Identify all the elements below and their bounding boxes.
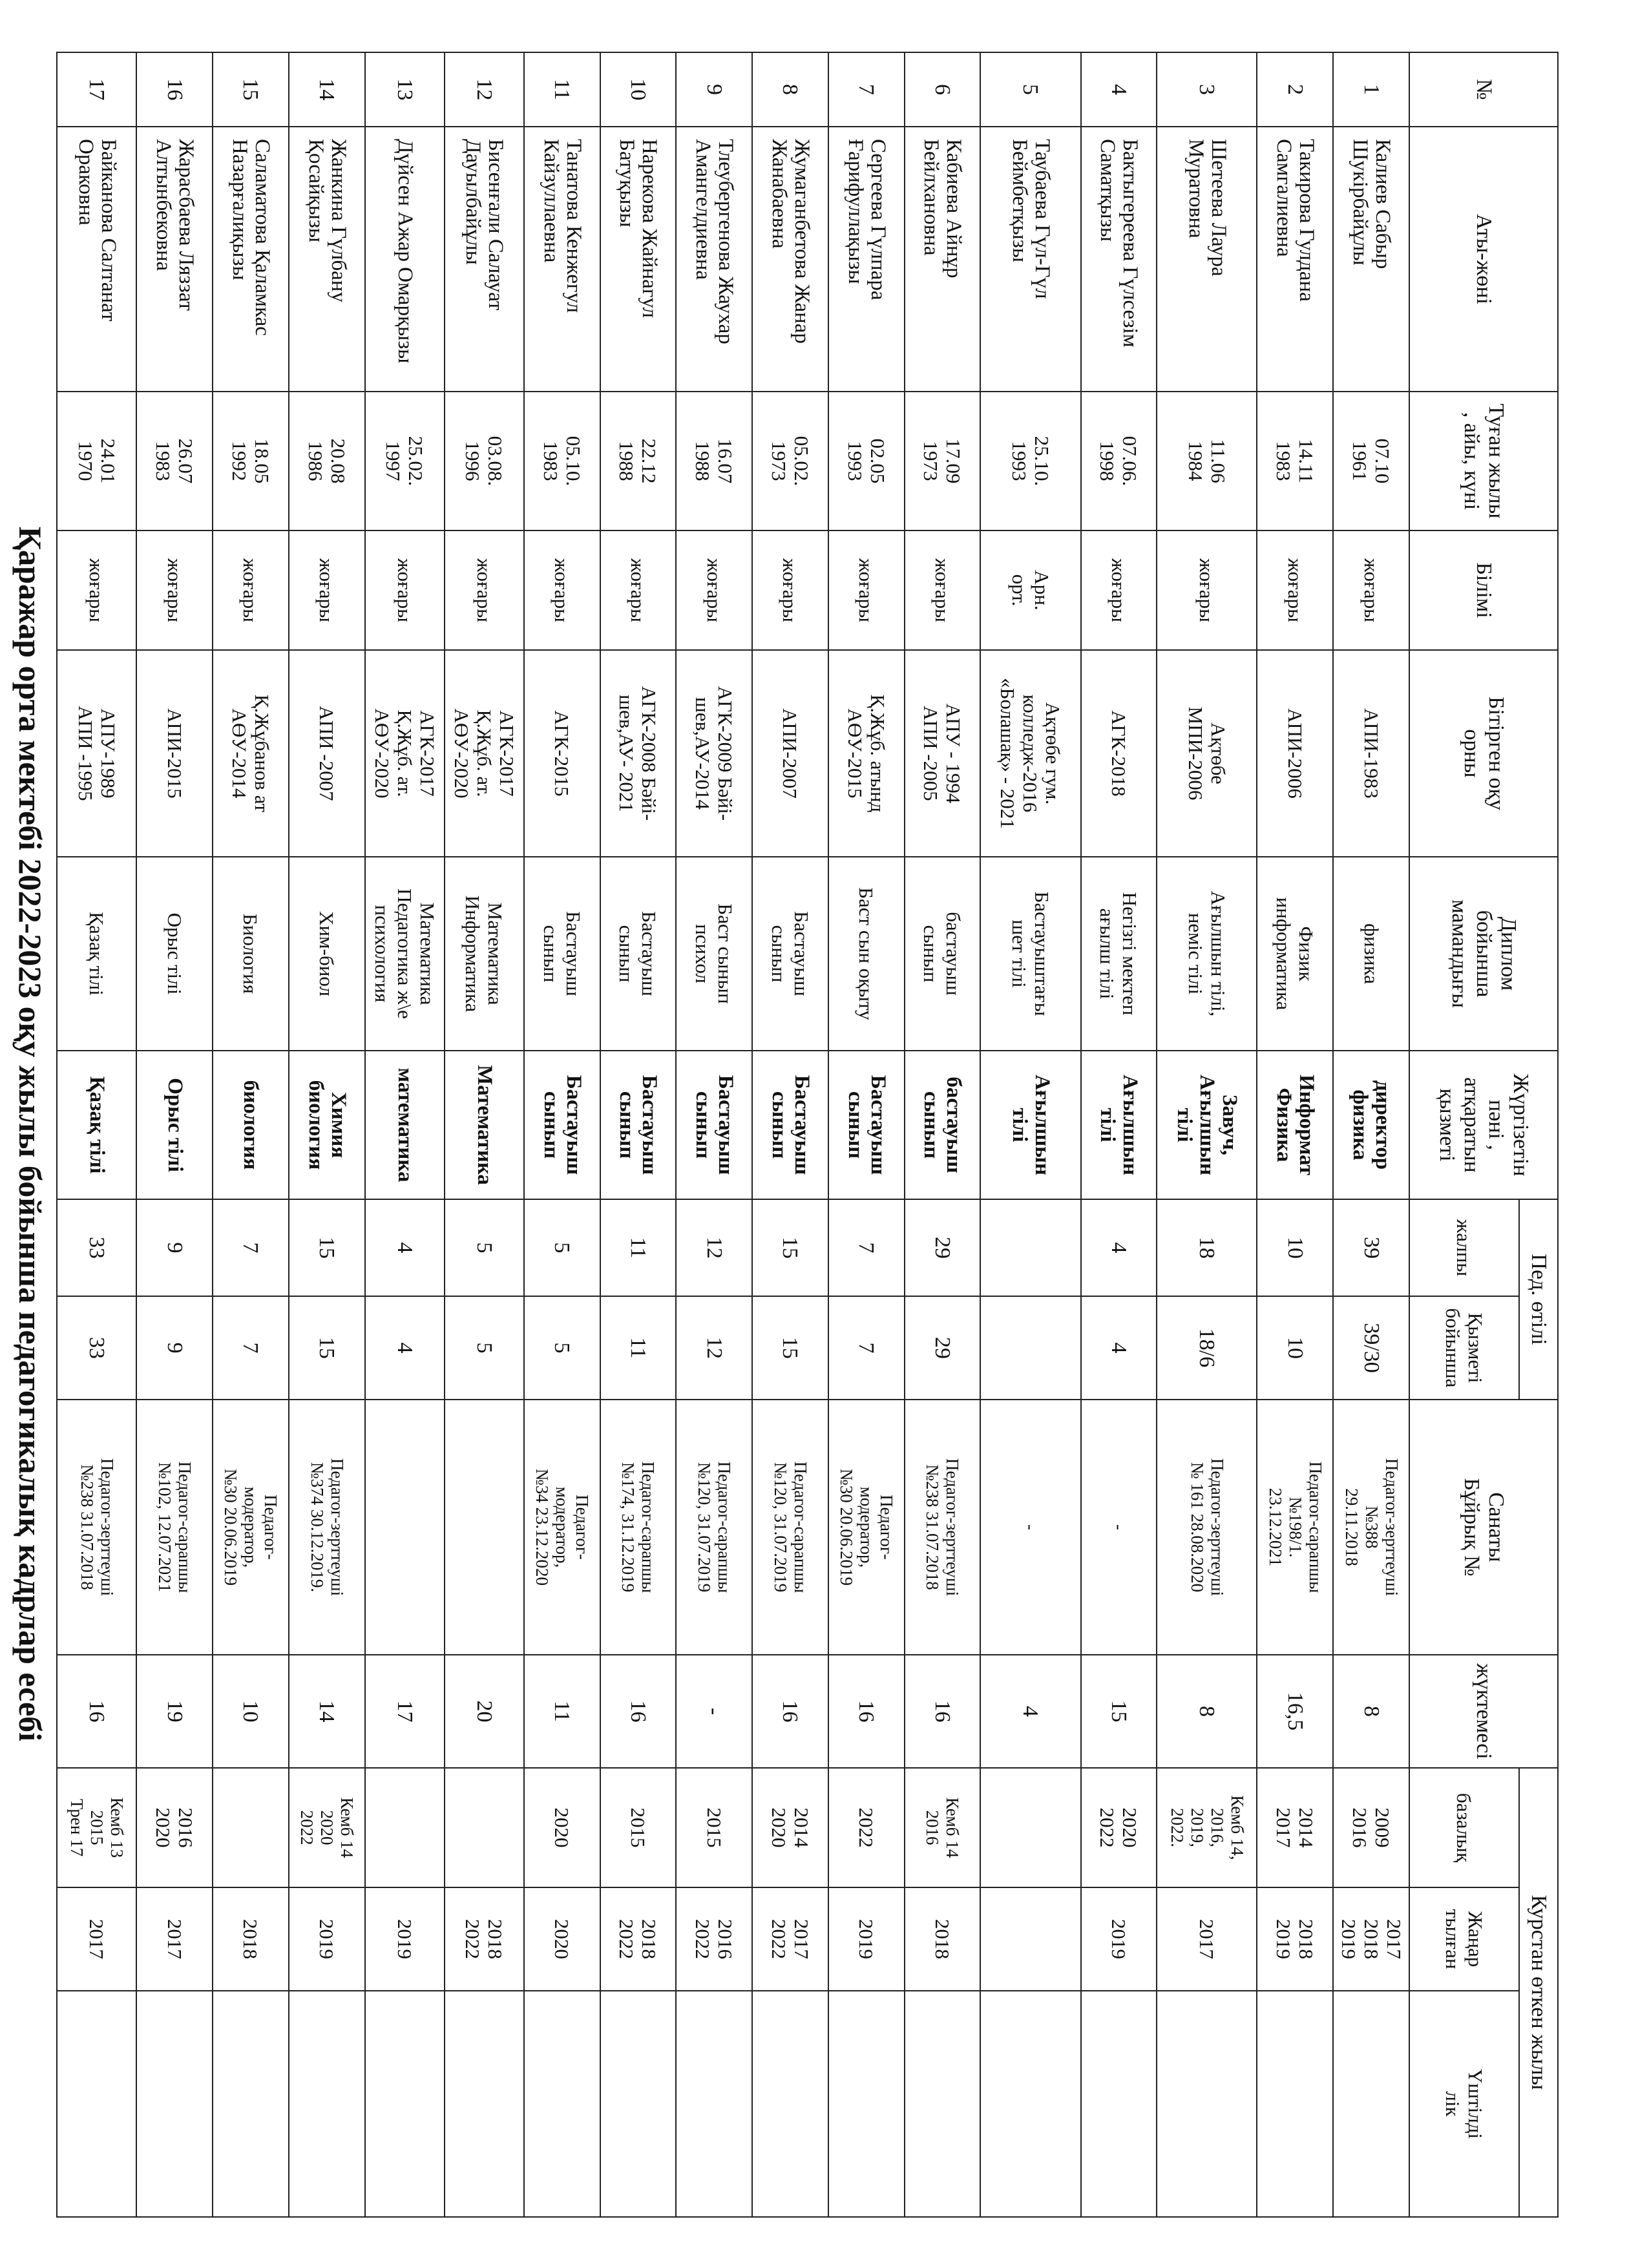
total-experience — [980, 1199, 1080, 1296]
institution: Қ.Жұбанов ат АӨУ-2014 — [213, 650, 289, 857]
updated-course: 2019 — [289, 1887, 365, 1991]
employee-name: Бисенғали Салауат Дауылбайұлы — [445, 127, 524, 392]
basic-course: 2014 2017 — [1257, 1768, 1334, 1887]
subject: биология — [213, 1051, 289, 1199]
total-experience: 11 — [600, 1199, 677, 1296]
category-order: - — [1081, 1400, 1157, 1655]
category-order: Педагог-сарапшы №198/1. 23.12.2021 — [1257, 1400, 1334, 1655]
position-experience — [980, 1296, 1080, 1400]
updated-course: 2017 2022 — [752, 1887, 828, 1991]
employee-name: Жарасбаева Ляззат Алтынбековна — [136, 127, 213, 392]
birth-date: 05.10. 1983 — [524, 392, 600, 530]
document-title: Қаражар орта мектебі 2022-2023 оқу жылы бойынша педагогикалық кадрлар есебі — [12, 526, 48, 1742]
teaching-load: 16 — [752, 1655, 828, 1768]
education: жоғары — [1157, 530, 1257, 650]
education: жоғары — [1081, 530, 1157, 650]
education: жоғары — [752, 530, 828, 650]
subject: Завуч, Ағылшын тілі — [1157, 1051, 1257, 1199]
employee-name: Тлеубергенова Жаухар Амангелдиевна — [676, 127, 752, 392]
trilingual-course — [1257, 1991, 1334, 2217]
row-number: 3 — [1157, 52, 1257, 127]
education: жоғары — [213, 530, 289, 650]
header-in-position: Қызметі бойынша — [1409, 1296, 1519, 1400]
diploma-specialty: Бастауыштағы шет тілі — [980, 857, 1080, 1051]
table-row — [136, 52, 213, 2217]
teaching-load: 16 — [600, 1655, 677, 1768]
category-order: Педагог-зерттеуші № 161 28.08.2020 — [1157, 1400, 1257, 1655]
teaching-load: 20 — [445, 1655, 524, 1768]
teaching-load: 15 — [1081, 1655, 1157, 1768]
header-load: жүктемесі — [1409, 1655, 1558, 1768]
education: жоғары — [445, 530, 524, 650]
updated-course: 2019 — [365, 1887, 445, 1991]
row-number: 4 — [1081, 52, 1157, 127]
category-order: - — [980, 1400, 1080, 1655]
position-experience: 18/6 — [1157, 1296, 1257, 1400]
category-order: Педагог-зерттеуші №238 31.07.2018 — [905, 1400, 981, 1655]
diploma-specialty: Ағылшын тілі, неміс тілі — [1157, 857, 1257, 1051]
updated-course: 2018 2022 — [445, 1887, 524, 1991]
row-number: 5 — [980, 52, 1080, 127]
updated-course: 2017 — [57, 1887, 136, 1991]
institution: Ақтөбе гум. колледж-2016 «Болашақ» - 2021 — [980, 650, 1080, 857]
table-row — [524, 52, 600, 2217]
basic-course — [980, 1768, 1080, 1887]
position-experience: 5 — [445, 1296, 524, 1400]
employee-name: Жанкина Гүлбану Қосайқызы — [289, 127, 365, 392]
subject: Бастауыш сынып — [600, 1051, 677, 1199]
trilingual-course — [676, 1991, 752, 2217]
institution: АПИ-2006 — [1257, 650, 1334, 857]
position-experience: 4 — [365, 1296, 445, 1400]
employee-name: Шетеева Лаура Муратовна — [1157, 127, 1257, 392]
row-number: 13 — [365, 52, 445, 127]
header-birth: Туған жылы , айы, күні — [1409, 392, 1558, 530]
institution: АПИ-1983 — [1333, 650, 1409, 857]
header-course-year: Курстан өткен жылы — [1519, 1768, 1558, 2217]
table-row — [1257, 52, 1334, 2217]
position-experience: 7 — [213, 1296, 289, 1400]
category-order: Педагог- модератор, №30 20.06.2019 — [828, 1400, 905, 1655]
total-experience: 39 — [1333, 1199, 1409, 1296]
row-number: 10 — [600, 52, 677, 127]
basic-course: Кемб 14, 2016, 2019, 2022. — [1157, 1768, 1257, 1887]
category-order: Педагог- модератор, №30 20.06.2019 — [213, 1400, 289, 1655]
total-experience: 7 — [828, 1199, 905, 1296]
category-order: Педагог-сарапшы №120, 31.07.2019 — [752, 1400, 828, 1655]
subject: Химия биология — [289, 1051, 365, 1199]
trilingual-course — [289, 1991, 365, 2217]
employee-name: Кабиева Айнұр Бейлхановна — [905, 127, 981, 392]
header-institution: Бітірген оқу орны — [1409, 650, 1558, 857]
trilingual-course — [1157, 1991, 1257, 2217]
trilingual-course — [752, 1991, 828, 2217]
teaching-load: 4 — [980, 1655, 1080, 1768]
updated-course: 2017 — [136, 1887, 213, 1991]
birth-date: 07.10 1961 — [1333, 392, 1409, 530]
institution: АПИ-2007 — [752, 650, 828, 857]
subject: Бастауыш сынып — [752, 1051, 828, 1199]
teaching-load: 17 — [365, 1655, 445, 1768]
basic-course: 2015 — [600, 1768, 677, 1887]
total-experience: 5 — [524, 1199, 600, 1296]
employee-name: Бактыгереева Гүлсезім Саматқызы — [1081, 127, 1157, 392]
total-experience: 18 — [1157, 1199, 1257, 1296]
updated-course: 2017 — [1157, 1887, 1257, 1991]
employee-name: Калиев Сабыр Шукірбайұлы — [1333, 127, 1409, 392]
employee-name: Нарекова Жайнагул Батуқызы — [600, 127, 677, 392]
category-order: Педагог-сарапшы №120, 31.07.2019 — [676, 1400, 752, 1655]
basic-course: 2020 2022 — [1081, 1768, 1157, 1887]
position-experience: 5 — [524, 1296, 600, 1400]
total-experience: 15 — [752, 1199, 828, 1296]
row-number: 7 — [828, 52, 905, 127]
table-body — [57, 52, 1409, 2217]
institution: АПИ -2007 — [289, 650, 365, 857]
category-order — [365, 1400, 445, 1655]
institution: Ақтөбе МПИ-2006 — [1157, 650, 1257, 857]
trilingual-course — [980, 1991, 1080, 2217]
employee-name: Сергеева Гүлпара Ғарифуллақызы — [828, 127, 905, 392]
total-experience: 10 — [1257, 1199, 1334, 1296]
basic-course: Кемб 13 2015 Трен 17 — [57, 1768, 136, 1887]
institution: АГК-2008 Бәйі- шев,АУ- 2021 — [600, 650, 677, 857]
trilingual-course — [600, 1991, 677, 2217]
institution: АГК-2009 Бәйі- шев,АУ-2014 — [676, 650, 752, 857]
teaching-load: 11 — [524, 1655, 600, 1768]
basic-course: 2014 2020 — [752, 1768, 828, 1887]
education: жоғары — [828, 530, 905, 650]
education: жоғары — [365, 530, 445, 650]
position-experience: 4 — [1081, 1296, 1157, 1400]
category-order — [445, 1400, 524, 1655]
row-number: 12 — [445, 52, 524, 127]
diploma-specialty: Бастауыш сынып — [752, 857, 828, 1051]
subject: Бастауыш сынып — [828, 1051, 905, 1199]
subject: Информат Физика — [1257, 1051, 1334, 1199]
total-experience: 33 — [57, 1199, 136, 1296]
row-number: 8 — [752, 52, 828, 127]
table-row — [600, 52, 677, 2217]
diploma-specialty: бастауыш сынып — [905, 857, 981, 1051]
subject: Ағылшын тілі — [980, 1051, 1080, 1199]
birth-date: 16.07 1988 — [676, 392, 752, 530]
trilingual-course — [365, 1991, 445, 2217]
table-row — [57, 52, 136, 2217]
birth-date: 25.10. 1993 — [980, 392, 1080, 530]
employee-name: Жумаганбетова Жанар Жанабаевна — [752, 127, 828, 392]
subject: директор физика — [1333, 1051, 1409, 1199]
institution: АГК-2018 — [1081, 650, 1157, 857]
category-order: Педагог-зерттеуші №374 30.12.2019. — [289, 1400, 365, 1655]
category-order: Педагог-зерттеуші №238 31.07.2018 — [57, 1400, 136, 1655]
teaching-load: 16 — [905, 1655, 981, 1768]
updated-course: 2019 — [1081, 1887, 1157, 1991]
teaching-load: 16,5 — [1257, 1655, 1334, 1768]
total-experience: 4 — [365, 1199, 445, 1296]
birth-date: 26.07 1983 — [136, 392, 213, 530]
birth-date: 17.09 1973 — [905, 392, 981, 530]
subject: математика — [365, 1051, 445, 1199]
category-order: Педагог-сарапшы №174, 31.12.2019 — [600, 1400, 677, 1655]
diploma-specialty: Математика Педагогика ж\е психология — [365, 857, 445, 1051]
position-experience: 10 — [1257, 1296, 1334, 1400]
basic-course: 2016 2020 — [136, 1768, 213, 1887]
position-experience: 11 — [600, 1296, 677, 1400]
institution: АГК-2015 — [524, 650, 600, 857]
header-category: Санаты Бұйрық № — [1409, 1400, 1558, 1655]
basic-course: 2015 — [676, 1768, 752, 1887]
birth-date: 18.05 1992 — [213, 392, 289, 530]
row-number: 2 — [1257, 52, 1334, 127]
birth-date: 07.06. 1998 — [1081, 392, 1157, 530]
row-number: 1 — [1333, 52, 1409, 127]
updated-course: 2020 — [524, 1887, 600, 1991]
education: жоғары — [905, 530, 981, 650]
education: жоғары — [136, 530, 213, 650]
basic-course: Кемб 14 2016 — [905, 1768, 981, 1887]
institution: АПУ - 1994 АПИ -2005 — [905, 650, 981, 857]
table-row — [905, 52, 981, 2217]
subject: бастауыш сынып — [905, 1051, 981, 1199]
education: жоғары — [600, 530, 677, 650]
updated-course: 2017 2018 2019 — [1333, 1887, 1409, 1991]
basic-course: 2020 — [524, 1768, 600, 1887]
teaching-load: - — [676, 1655, 752, 1768]
table-row — [676, 52, 752, 2217]
header-specialty: Диплом бойынша мамандығы — [1409, 857, 1558, 1051]
table-row — [752, 52, 828, 2217]
basic-course — [445, 1768, 524, 1887]
teaching-load: 8 — [1157, 1655, 1257, 1768]
updated-course: 2016 2022 — [676, 1887, 752, 1991]
education: жоғары — [524, 530, 600, 650]
institution: АПИ-2015 — [136, 650, 213, 857]
subject: Бастауыш сынып — [676, 1051, 752, 1199]
header-total: жалпы — [1409, 1199, 1519, 1296]
row-number: 9 — [676, 52, 752, 127]
table-row — [828, 52, 905, 2217]
employee-name: Байканова Салтанат Ораковна — [57, 127, 136, 392]
education: жоғары — [57, 530, 136, 650]
table-row — [1081, 52, 1157, 2217]
teaching-load: 16 — [57, 1655, 136, 1768]
diploma-specialty: Бастауыш сынып — [600, 857, 677, 1051]
position-experience: 7 — [828, 1296, 905, 1400]
diploma-specialty: Баст сын оқыту — [828, 857, 905, 1051]
education: жоғары — [1257, 530, 1334, 650]
subject: Бастауыш сынып — [524, 1051, 600, 1199]
teaching-load: 10 — [213, 1655, 289, 1768]
trilingual-course — [524, 1991, 600, 2217]
total-experience: 5 — [445, 1199, 524, 1296]
education: жоғары — [289, 530, 365, 650]
basic-course: 2022 — [828, 1768, 905, 1887]
institution: АГК-2017 Қ.Жұб. ат. АӨУ-2020 — [365, 650, 445, 857]
birth-date: 24.01 1970 — [57, 392, 136, 530]
updated-course: 2018 2019 — [1257, 1887, 1334, 1991]
diploma-specialty: Қазақ тілі — [57, 857, 136, 1051]
trilingual-course — [1081, 1991, 1157, 2217]
position-experience: 39/30 — [1333, 1296, 1409, 1400]
trilingual-course — [445, 1991, 524, 2217]
institution: Қ.Жұб. атынд АӨУ-2015 — [828, 650, 905, 857]
institution: АПУ-1989 АПИ -1995 — [57, 650, 136, 857]
row-number: 16 — [136, 52, 213, 127]
birth-date: 25.02. 1997 — [365, 392, 445, 530]
updated-course: 2018 2022 — [600, 1887, 677, 1991]
staff-table — [56, 52, 1559, 2218]
position-experience: 33 — [57, 1296, 136, 1400]
institution: АГК-2017 Қ.Жұб. ат. АӨУ-2020 — [445, 650, 524, 857]
updated-course — [980, 1887, 1080, 1991]
birth-date: 14.11 1983 — [1257, 392, 1334, 530]
header-basic: базалық — [1409, 1768, 1519, 1887]
subject: Қазақ тілі — [57, 1051, 136, 1199]
trilingual-course — [213, 1991, 289, 2217]
position-experience: 15 — [752, 1296, 828, 1400]
category-order: Педагог- модератор, №34 23.12.2020 — [524, 1400, 600, 1655]
row-number: 11 — [524, 52, 600, 127]
table-row — [1333, 52, 1409, 2217]
table-row — [445, 52, 524, 2217]
position-experience: 9 — [136, 1296, 213, 1400]
teaching-load: 16 — [828, 1655, 905, 1768]
birth-date: 11.06 1984 — [1157, 392, 1257, 530]
birth-date: 05.02. 1973 — [752, 392, 828, 530]
birth-date: 02.05 1993 — [828, 392, 905, 530]
header-num: № — [1409, 52, 1558, 127]
employee-name: Саламатова Қаламкас Назарғалиқызы — [213, 127, 289, 392]
header-ped-experience: Пед. өтілі — [1519, 1199, 1558, 1400]
table-row — [980, 52, 1080, 2217]
total-experience: 4 — [1081, 1199, 1157, 1296]
education: жоғары — [676, 530, 752, 650]
table-row — [213, 52, 289, 2217]
table-row — [1157, 52, 1257, 2217]
birth-date: 03.08. 1996 — [445, 392, 524, 530]
subject: Математика — [445, 1051, 524, 1199]
trilingual-course — [57, 1991, 136, 2217]
diploma-specialty: Хим-биол — [289, 857, 365, 1051]
education: жоғары — [1333, 530, 1409, 650]
basic-course — [365, 1768, 445, 1887]
total-experience: 9 — [136, 1199, 213, 1296]
basic-course — [213, 1768, 289, 1887]
header-name: Аты-жөні — [1409, 127, 1558, 392]
teaching-load: 8 — [1333, 1655, 1409, 1768]
diploma-specialty: Математика Информатика — [445, 857, 524, 1051]
position-experience: 29 — [905, 1296, 981, 1400]
position-experience: 15 — [289, 1296, 365, 1400]
employee-name: Танатова Кенжегул Кайзуллаевна — [524, 127, 600, 392]
updated-course: 2018 — [905, 1887, 981, 1991]
basic-course: 2009 2016 — [1333, 1768, 1409, 1887]
diploma-specialty: Орыс тілі — [136, 857, 213, 1051]
header-trilingual: Үштілді лік — [1409, 1991, 1519, 2217]
diploma-specialty: Физик информатика — [1257, 857, 1334, 1051]
row-number: 6 — [905, 52, 981, 127]
category-order: Педагог-сарапшы №102, 12.07.2021 — [136, 1400, 213, 1655]
diploma-specialty: Бастауыш сынып — [524, 857, 600, 1051]
employee-name: Дүйсен Ажар Омарқызы — [365, 127, 445, 392]
basic-course: Кемб 14 2020 2022 — [289, 1768, 365, 1887]
trilingual-course — [1333, 1991, 1409, 2217]
birth-date: 22.12 1988 — [600, 392, 677, 530]
education: Арн. орт. — [980, 530, 1080, 650]
employee-name: Такирова Гулдана Самгалиевна — [1257, 127, 1334, 392]
header-updated: Жаңар тылған — [1409, 1887, 1519, 1991]
total-experience: 15 — [289, 1199, 365, 1296]
trilingual-course — [136, 1991, 213, 2217]
updated-course: 2019 — [828, 1887, 905, 1991]
row-number: 14 — [289, 52, 365, 127]
employee-name: Таубаева Гүл-Гүл Беймбетқызы — [980, 127, 1080, 392]
total-experience: 29 — [905, 1199, 981, 1296]
row-number: 15 — [213, 52, 289, 127]
diploma-specialty: Негізгі мектеп ағылш тілі — [1081, 857, 1157, 1051]
birth-date: 20.08 1986 — [289, 392, 365, 530]
updated-course: 2018 — [213, 1887, 289, 1991]
header-education: Білімі — [1409, 530, 1558, 650]
trilingual-course — [905, 1991, 981, 2217]
subject: Ағылшын тілі — [1081, 1051, 1157, 1199]
total-experience: 7 — [213, 1199, 289, 1296]
subject: Орыс тілі — [136, 1051, 213, 1199]
row-number: 17 — [57, 52, 136, 127]
position-experience: 12 — [676, 1296, 752, 1400]
diploma-specialty: Баст сынып психол — [676, 857, 752, 1051]
diploma-specialty: Биология — [213, 857, 289, 1051]
trilingual-course — [828, 1991, 905, 2217]
table-row — [289, 52, 365, 2217]
table-row — [365, 52, 445, 2217]
total-experience: 12 — [676, 1199, 752, 1296]
category-order: Педагог-зерттеуші №388 29.11.2018 — [1333, 1400, 1409, 1655]
teaching-load: 14 — [289, 1655, 365, 1768]
header-subject: Жүргізетін пәні , атқаратын қызметі — [1409, 1051, 1558, 1199]
teaching-load: 19 — [136, 1655, 213, 1768]
diploma-specialty: физика — [1333, 857, 1409, 1051]
